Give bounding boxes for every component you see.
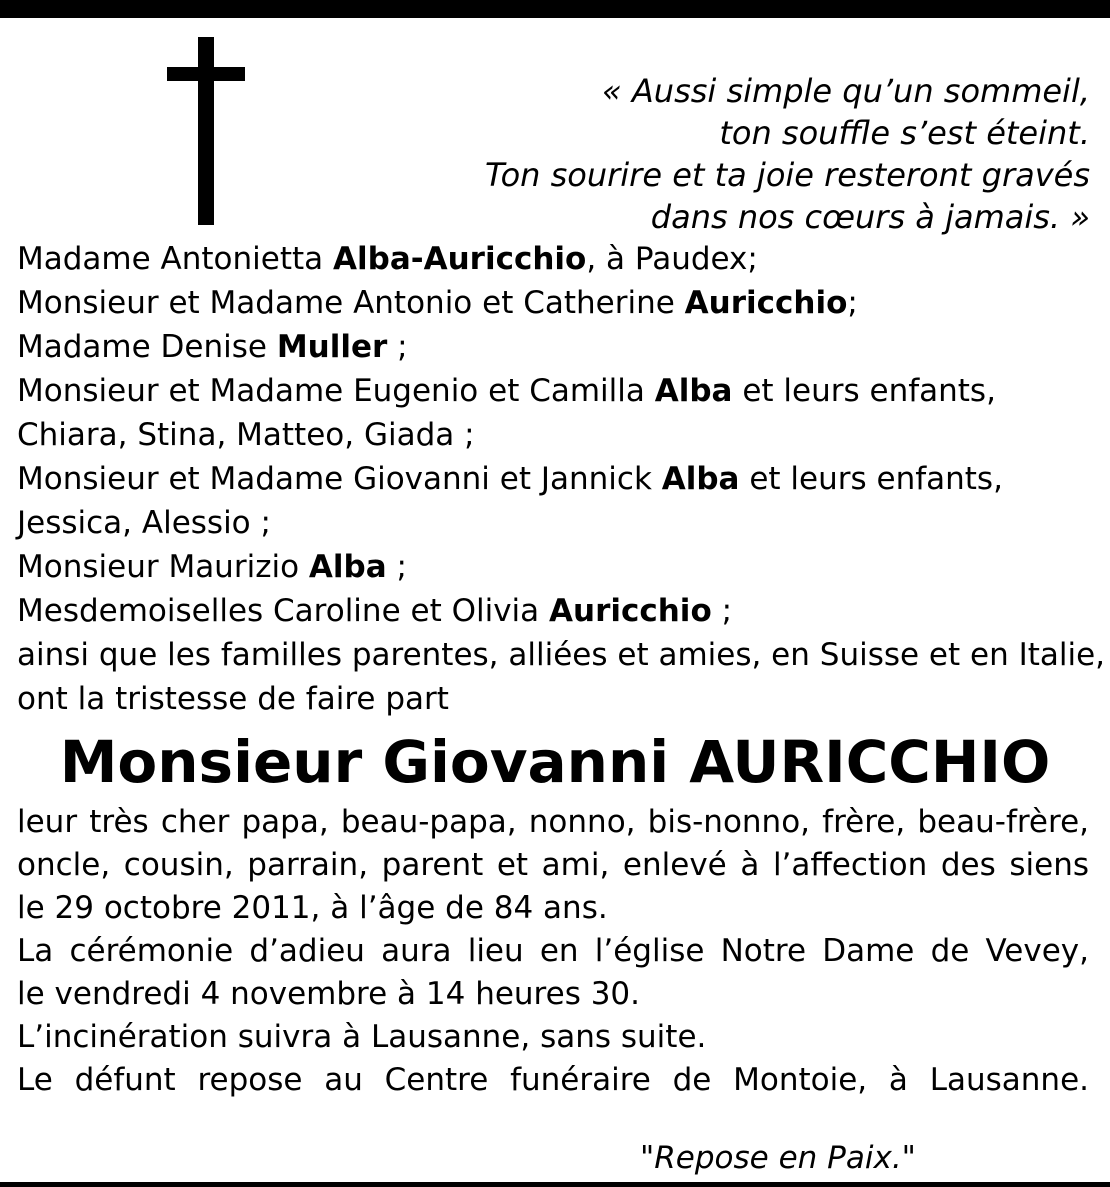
quote-block — [450, 70, 1090, 238]
family-line: ainsi que les familles parentes, alliées et amies, en Suisse et en Italie, — [17, 637, 1106, 673]
announcement-text — [17, 801, 1089, 1102]
text-line: le 29 octobre 2011, à l’âge de 84 ans. — [17, 890, 608, 926]
family-line: Jessica, Alessio ; — [17, 505, 271, 541]
family-line: Madame Antonietta Alba-Auricchio, à Paudex; — [17, 241, 758, 277]
cross-icon — [167, 37, 245, 225]
family-line: Monsieur et Madame Antonio et Catherine Auricchio; — [17, 285, 858, 321]
bottom-rule — [0, 1182, 1110, 1187]
text-line: leur très cher papa, beau-papa, nonno, bis-nonno, frère, beau-frère, — [17, 804, 1089, 840]
text-line: Le défunt repose au Centre funéraire de Montoie, à Lausanne. — [17, 1062, 1089, 1098]
top-rule — [0, 0, 1110, 18]
text-line: La cérémonie d’adieu aura lieu en l’église Notre Dame de Vevey, — [17, 933, 1089, 969]
family-list — [17, 237, 1106, 721]
family-line: Monsieur et Madame Giovanni et Jannick Alba et leurs enfants, — [17, 461, 1003, 497]
quote-line: ton souffle s’est éteint. — [719, 114, 1090, 152]
quote-line: « Aussi simple qu’un sommeil, — [601, 72, 1090, 110]
quote-line: dans nos cœurs à jamais. » — [650, 198, 1090, 236]
deceased-name: Monsieur Giovanni AURICCHIO — [59, 728, 1051, 796]
text-line: le vendredi 4 novembre à 14 heures 30. — [17, 976, 640, 1012]
family-line: Madame Denise Muller ; — [17, 329, 408, 365]
quote-line: Ton sourire et ta joie resteront gravés — [484, 156, 1090, 194]
family-line: ont la tristesse de faire part — [17, 681, 449, 717]
text-line: oncle, cousin, parrain, parent et ami, enlevé à l’affection des siens — [17, 847, 1089, 883]
family-line: Monsieur et Madame Eugenio et Camilla Alba et leurs enfants, — [17, 373, 996, 409]
family-line: Mesdemoiselles Caroline et Olivia Auricchio ; — [17, 593, 733, 629]
closing-phrase: "Repose en Paix." — [640, 1140, 916, 1176]
family-line: Monsieur Maurizio Alba ; — [17, 549, 407, 585]
text-line: L’incinération suivra à Lausanne, sans suite. — [17, 1019, 707, 1055]
family-line: Chiara, Stina, Matteo, Giada ; — [17, 417, 475, 453]
